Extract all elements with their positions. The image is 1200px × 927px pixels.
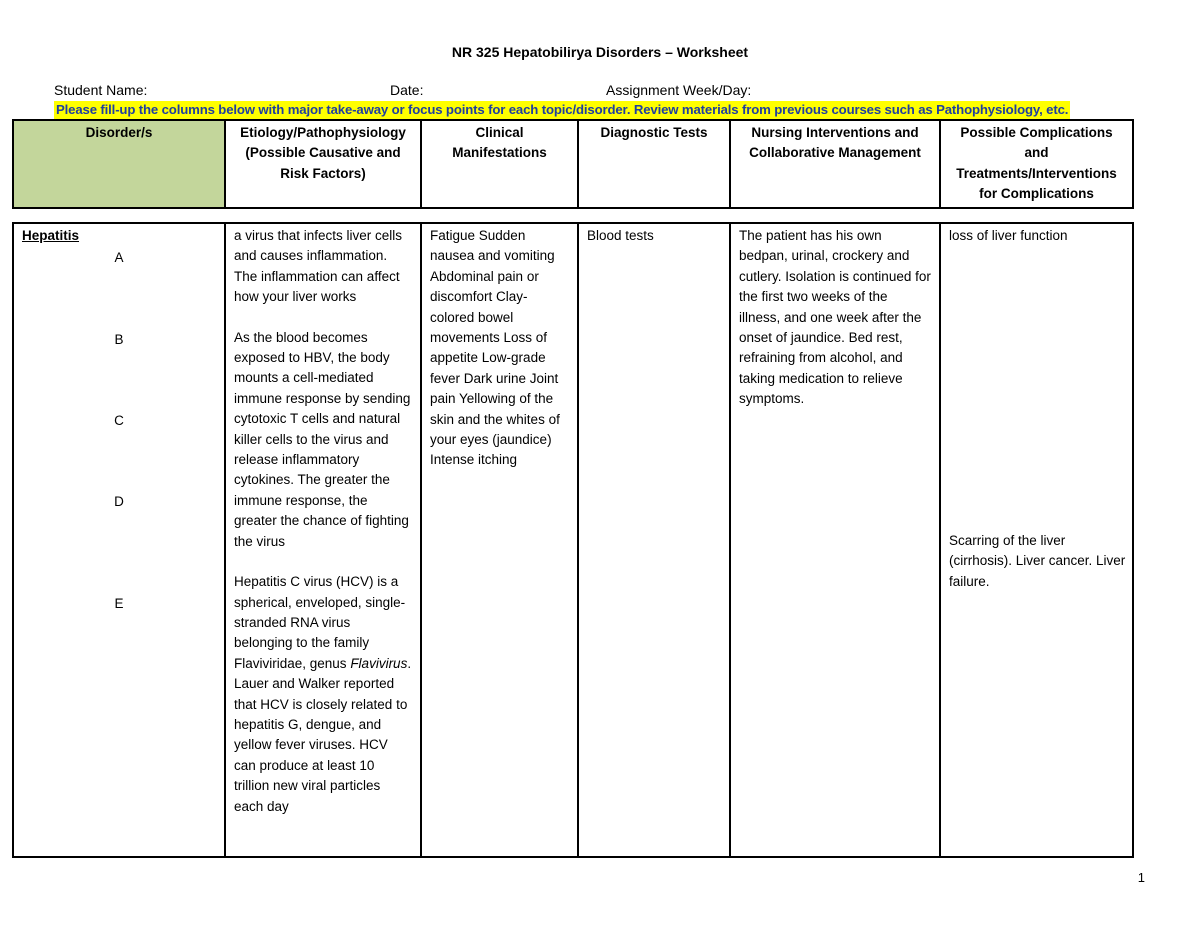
page-number: 1 [1137,870,1145,885]
col-etiology: Etiology/Pathophysiology (Possible Causative and Risk Factors) [225,120,421,208]
col-complications: Possible Complications and Treatments/Interventions for Complications [940,120,1133,208]
subtype-a: A [114,250,124,265]
subtype-c: C [114,413,124,428]
genus-name: Flavivirus [350,655,408,671]
subtype-d: D [114,494,124,509]
student-name-label: Student Name: [54,82,148,98]
subtype-b: B [114,332,124,347]
instruction-banner: Please fill-up the columns below with major take-away or focus points for each topic/disorder. Review materials from previous courses such as Pathophysiology, etc. [56,102,1069,117]
header-table [12,119,1134,209]
date-label: Date: [390,82,424,98]
assignment-label: Assignment Week/Day: [606,82,752,98]
manifestations-cell: Fatigue Sudden nausea and vomiting Abdominal pain or discomfort Clay-colored bowel movements Loss of appetite Low-grade fever Dark urine Joint pain Yellowing of the skin and the whites of your eyes (jaundice) Intense itching [421,223,578,857]
disorder-cell [13,223,225,857]
etiology-cell [225,223,421,857]
complications-text-1: loss of liver function [949,228,1068,243]
diagnostics-cell: Blood tests [578,223,730,857]
complications-cell [940,223,1133,857]
complications-text-2: Scarring of the liver (cirrhosis). Liver cancer. Liver failure. [949,533,1126,589]
etiology-paragraph-2: As the blood becomes exposed to HBV, the body mounts a cell-mediated immune response by sending cytotoxic T cells and natural killer cells to the virus and release inflammatory cytokines. The greater the immune response, the greater the chance of fighting the virus [234,329,411,549]
table-row [13,223,1133,857]
subtype-e: E [114,596,124,611]
etiology-paragraph-1: a virus that infects liver cells and causes inflammation. The inflammation can affect how your liver works [234,228,403,305]
col-disorder: Disorder/s [13,120,225,208]
page-title: NR 325 Hepatobilirya Disorders – Worksheet [451,44,749,60]
col-diagnostics: Diagnostic Tests [578,120,730,208]
nursing-cell: The patient has his own bedpan, urinal, crockery and cutlery. Isolation is continued for the first two weeks of the illness, and one week after the onset of jaundice. Bed rest, refraining from alcohol, and taking medication to relieve symptoms. [730,223,940,857]
content-table [12,222,1134,858]
col-nursing: Nursing Interventions and Collaborative Management [730,120,940,208]
disorder-name: Hepatitis [22,228,80,243]
col-manifestations: Clinical Manifestations [421,120,578,208]
etiology-paragraph-3: Hepatitis C virus (HCV) is a spherical, enveloped, single-stranded RNA virus belonging to the family Flaviviridae, genus Flavivirus. Lauer and Walker reported that HCV is closely related to hepatitis G, dengue, and yellow fever viruses. HCV can produce at least 10 trillion new viral particles each day [234,574,412,814]
